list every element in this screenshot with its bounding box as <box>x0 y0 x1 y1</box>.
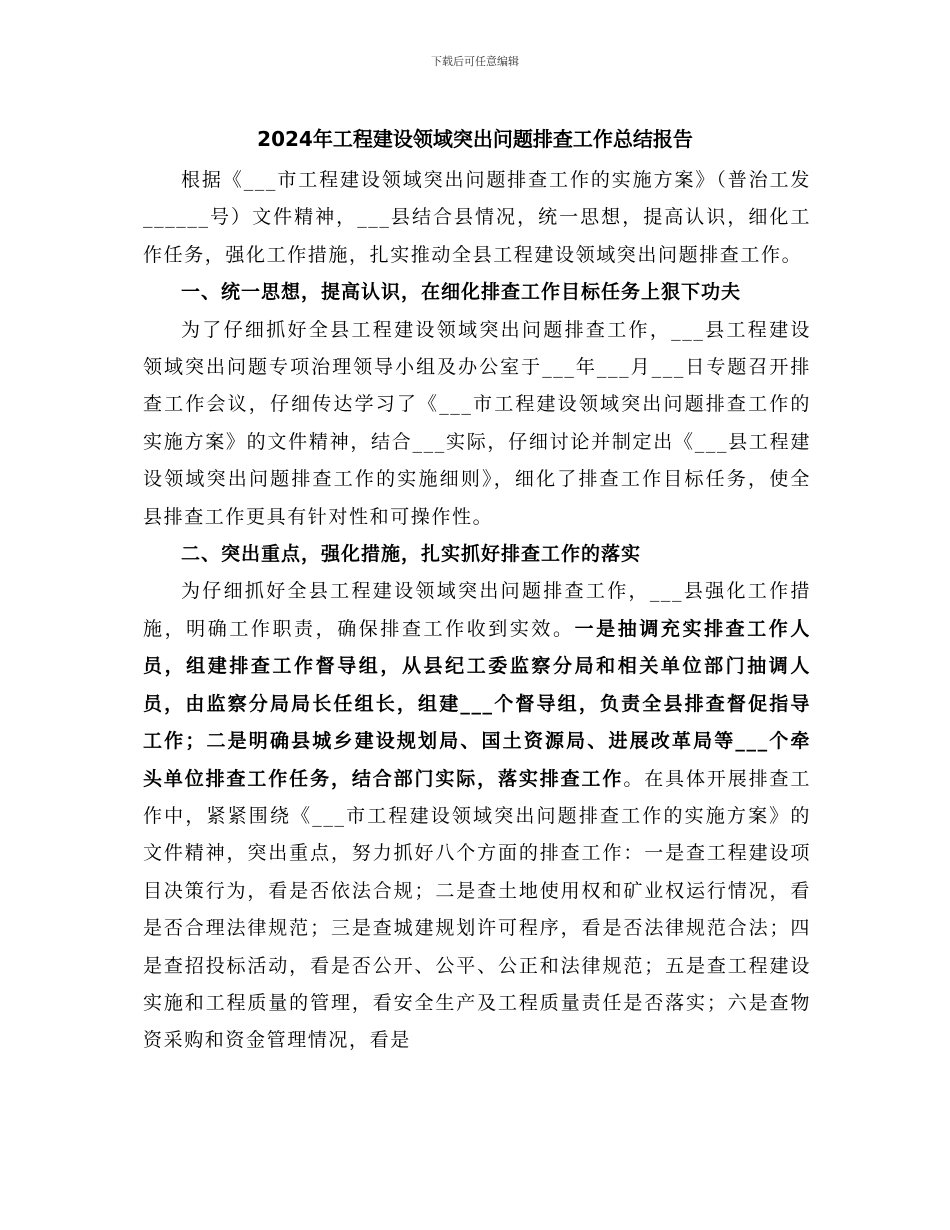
intro-paragraph: 根据《___市工程建设领域突出问题排查工作的实施方案》（普治工发______号）文件精神，___县结合县情况，统一思想，提高认识，细化工作任务，强化工作措施，扎实推动全县工程建设领域突出问题排查工作。 <box>143 169 811 266</box>
page-header: 下载后可任意编辑 <box>431 55 519 68</box>
section-2-text-start: 为仔细抓好全县工程建设领域突出问题排查工作，___县强化工作措施，明确工作职责，确保排查工作收到实效。 <box>143 580 811 640</box>
document-title: 2024年工程建设领域突出问题排查工作总结报告 <box>257 127 693 151</box>
section-1-heading: 一、统一思想，提高认识，在细化排查工作目标任务上狠下功夫 <box>181 281 742 304</box>
document-body <box>143 162 811 1060</box>
section-2-bold-text: 一是抽调充实排查工作人员，组建排查工作督导组，从县纪工委监察分局和相关单位部门抽调人员，由监察分局局长任组长，组建___个督导组，负责全县排查督促指导工作；二是明确县城乡建设规划局、国土资源局、进展改革局等___个牵头单位排查工作任务，结合部门实际，落实排查工作 <box>143 617 811 790</box>
section-2-heading: 二、突出重点，强化措施，扎实抓好排查工作的落实 <box>181 543 642 566</box>
section-2-text-end: 。在具体开展排查工作中，紧紧围绕《___市工程建设领域突出问题排查工作的实施方案》的文件精神，突出重点，努力抓好八个方面的排查工作：一是查工程建设项目决策行为，看是否依法合规；二是查土地使用权和矿业权运行情况，看是否合理法律规范；三是查城建规划许可程序，看是否法律规范合法；四是查招投标活动，看是否公开、公平、公正和法律规范；五是查工程建设实施和工程质量的管理，看安全生产及工程质量责任是否落实；六是查物资采购和资金管理情况，看是 <box>143 767 811 1052</box>
section-2-paragraph <box>143 573 811 1059</box>
section-1-paragraph: 为了仔细抓好全县工程建设领域突出问题排查工作，___县工程建设领域突出问题专项治理领导小组及办公室于___年___月___日专题召开排查工作会议，仔细传达学习了《___市工程建设领域突出问题排查工作的实施方案》的文件精神，结合___实际，仔细讨论并制定出《___县工程建设领域突出问题排查工作的实施细则》，细化了排查工作目标任务，使全县排查工作更具有针对性和可操作性。 <box>143 318 811 528</box>
